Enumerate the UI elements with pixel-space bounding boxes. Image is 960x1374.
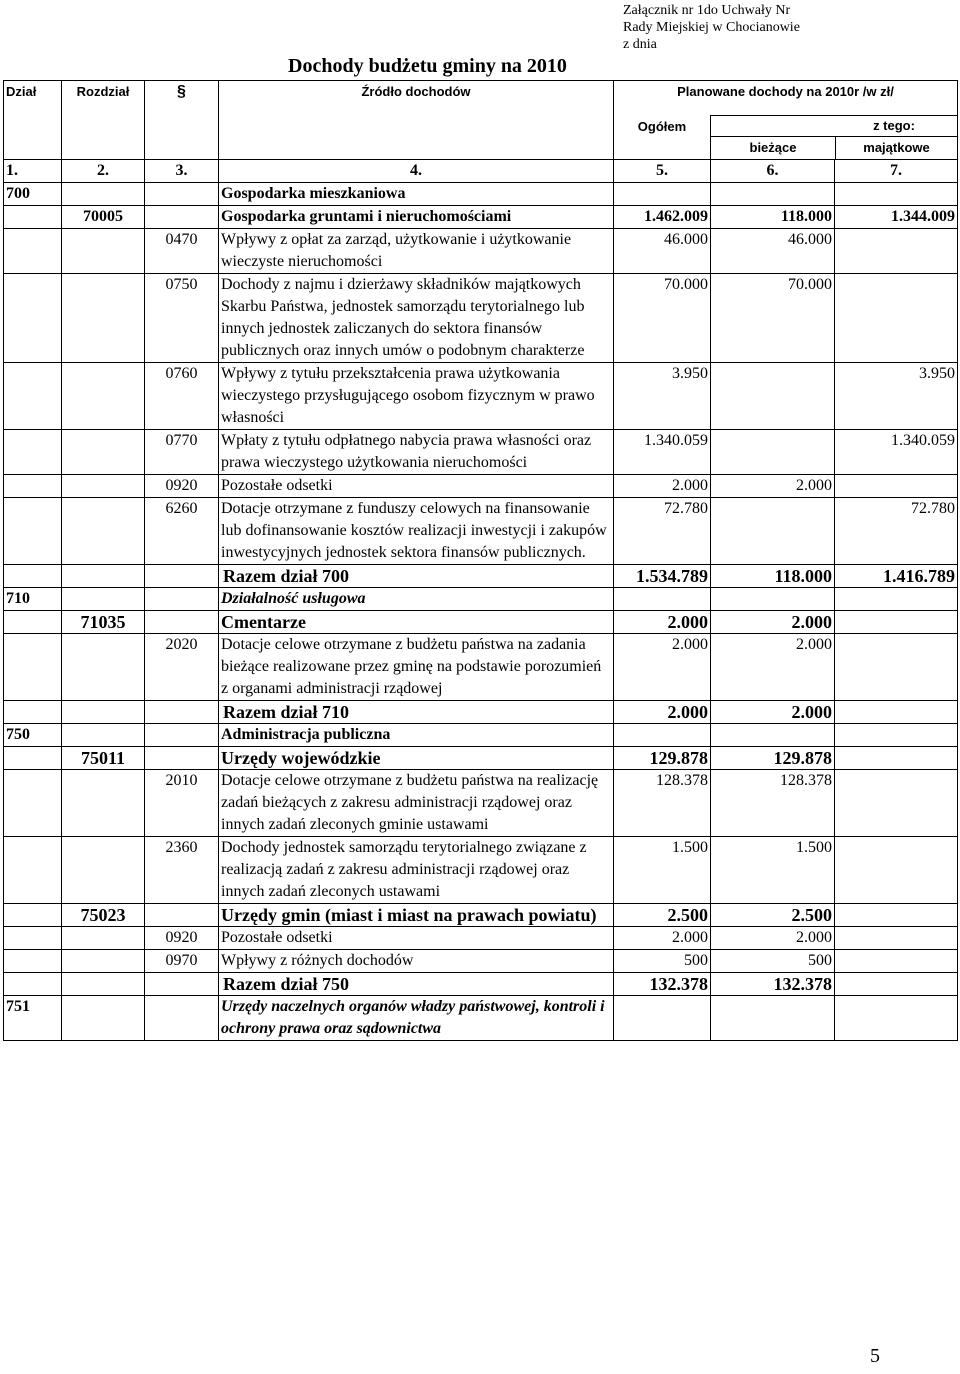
cell-description: Dotacje celowe otrzymane z budżetu państwa na realizację zadań bieżących z zakresu administracji rządowej oraz innych zadań zleconych gminie ustawami — [219, 770, 614, 837]
header-biezace: bieżące — [711, 137, 836, 159]
table-row — [4, 837, 958, 904]
cell-dzial: 710 — [4, 588, 62, 611]
table-row — [4, 565, 958, 588]
col-number: 6. — [711, 160, 835, 183]
header-split — [711, 116, 958, 160]
cell-ogolem: 3.950 — [614, 363, 711, 430]
cell-description: Dotacje celowe otrzymane z budżetu państwa na zadania bieżące realizowane przez gminę na podstawie porozumień z organami administracji rządowej — [219, 634, 614, 701]
cell-biezace — [711, 498, 835, 565]
cell-biezace: 46.000 — [711, 229, 835, 274]
cell-rozdzial — [62, 950, 145, 973]
cell-biezace: 2.000 — [711, 611, 835, 634]
cell-paragraph — [145, 724, 219, 747]
page-title: Dochody budżetu gminy na 2010 — [288, 55, 567, 77]
cell-biezace: 2.000 — [711, 475, 835, 498]
cell-paragraph: 0770 — [145, 430, 219, 475]
cell-ogolem: 128.378 — [614, 770, 711, 837]
cell-paragraph — [145, 206, 219, 229]
cell-dzial — [4, 229, 62, 274]
cell-paragraph: 2010 — [145, 770, 219, 837]
table-row — [4, 274, 958, 363]
revenue-table — [3, 80, 958, 1041]
cell-description: Dochody z najmu i dzierżawy składników majątkowych Skarbu Państwa, jednostek samorządu terytorialnego lub innych jednostek zaliczanych do sektora finansów publicznych oraz innych umów o podobnym charakterze — [219, 274, 614, 363]
col-number: 7. — [835, 160, 958, 183]
cell-ogolem — [614, 724, 711, 747]
cell-paragraph — [145, 565, 219, 588]
cell-rozdzial — [62, 724, 145, 747]
cell-majatkowe — [835, 996, 958, 1041]
cell-ogolem: 132.378 — [614, 973, 711, 996]
header-row — [4, 81, 958, 116]
header-majatkowe: majątkowe — [863, 140, 930, 155]
table-row — [4, 363, 958, 430]
cell-paragraph — [145, 611, 219, 634]
col-number: 2. — [62, 160, 145, 183]
cell-ogolem: 129.878 — [614, 747, 711, 770]
cell-rozdzial — [62, 363, 145, 430]
cell-biezace: 118.000 — [711, 565, 835, 588]
col-number: 5. — [614, 160, 711, 183]
table-row — [4, 588, 958, 611]
cell-majatkowe — [835, 950, 958, 973]
cell-biezace: 128.378 — [711, 770, 835, 837]
table-row — [4, 611, 958, 634]
cell-description: Dochody jednostek samorządu terytorialnego związane z realizacją zadań z zakresu administracji rządowej oraz innych zadań zleconych ustawami — [219, 837, 614, 904]
cell-dzial — [4, 475, 62, 498]
cell-rozdzial — [62, 634, 145, 701]
cell-biezace: 70.000 — [711, 274, 835, 363]
col-number: 4. — [219, 160, 614, 183]
cell-paragraph: 0760 — [145, 363, 219, 430]
cell-paragraph: 0920 — [145, 475, 219, 498]
table-row — [4, 927, 958, 950]
cell-paragraph — [145, 183, 219, 206]
cell-biezace: 500 — [711, 950, 835, 973]
cell-dzial — [4, 904, 62, 927]
cell-dzial — [4, 565, 62, 588]
cell-description: Pozostałe odsetki — [219, 927, 614, 950]
table-row — [4, 904, 958, 927]
col-number: 1. — [4, 160, 62, 183]
cell-dzial — [4, 973, 62, 996]
table-row — [4, 996, 958, 1041]
cell-ogolem: 1.500 — [614, 837, 711, 904]
cell-dzial: 751 — [4, 996, 62, 1041]
cell-rozdzial — [62, 274, 145, 363]
cell-paragraph — [145, 996, 219, 1041]
cell-ogolem — [614, 996, 711, 1041]
cell-paragraph: 0970 — [145, 950, 219, 973]
cell-ogolem: 2.000 — [614, 701, 711, 724]
cell-paragraph: 2360 — [145, 837, 219, 904]
cell-description: Urzędy wojewódzkie — [219, 747, 614, 770]
cell-majatkowe — [835, 475, 958, 498]
cell-dzial — [4, 770, 62, 837]
cell-dzial — [4, 950, 62, 973]
cell-majatkowe — [835, 973, 958, 996]
cell-majatkowe — [835, 724, 958, 747]
header-ogolem: Ogółem — [614, 116, 711, 160]
cell-dzial: 700 — [4, 183, 62, 206]
cell-majatkowe — [835, 701, 958, 724]
cell-ogolem: 2.000 — [614, 634, 711, 701]
cell-dzial — [4, 634, 62, 701]
cell-biezace — [711, 183, 835, 206]
cell-ogolem — [614, 183, 711, 206]
cell-dzial — [4, 701, 62, 724]
table-row — [4, 950, 958, 973]
cell-ogolem — [614, 588, 711, 611]
table-row — [4, 498, 958, 565]
cell-dzial — [4, 206, 62, 229]
attachment-note: Załącznik nr 1do Uchwały Nr Rady Miejskiej w Chocianowie z dnia — [623, 3, 800, 52]
cell-rozdzial — [62, 996, 145, 1041]
cell-description: Razem dział 700 — [219, 565, 614, 588]
header-planned: Planowane dochody na 2010r /w zł/ — [614, 81, 958, 116]
cell-biezace — [711, 724, 835, 747]
cell-biezace: 129.878 — [711, 747, 835, 770]
cell-biezace — [711, 430, 835, 475]
cell-biezace: 2.500 — [711, 904, 835, 927]
cell-majatkowe — [835, 837, 958, 904]
cell-majatkowe: 1.416.789 — [835, 565, 958, 588]
cell-rozdzial — [62, 565, 145, 588]
page-number: 5 — [870, 1345, 880, 1367]
cell-biezace: 1.500 — [711, 837, 835, 904]
cell-description: Wpływy z opłat za zarząd, użytkowanie i użytkowanie wieczyste nieruchomości — [219, 229, 614, 274]
cell-dzial — [4, 274, 62, 363]
cell-majatkowe — [835, 747, 958, 770]
table-row — [4, 724, 958, 747]
cell-rozdzial: 70005 — [62, 206, 145, 229]
col-number: 3. — [145, 160, 219, 183]
cell-paragraph: 0750 — [145, 274, 219, 363]
cell-paragraph: 2020 — [145, 634, 219, 701]
cell-majatkowe — [835, 611, 958, 634]
cell-rozdzial — [62, 701, 145, 724]
cell-description: Urzędy gmin (miast i miast na prawach powiatu) — [219, 904, 614, 927]
column-number-row — [4, 160, 958, 183]
cell-biezace: 2.000 — [711, 701, 835, 724]
cell-description: Administracja publiczna — [219, 724, 614, 747]
cell-rozdzial — [62, 183, 145, 206]
cell-rozdzial — [62, 475, 145, 498]
cell-rozdzial — [62, 588, 145, 611]
cell-description: Urzędy naczelnych organów władzy państwowej, kontroli i ochrony prawa oraz sądownictwa — [219, 996, 614, 1041]
cell-ogolem: 72.780 — [614, 498, 711, 565]
cell-description: Cmentarze — [219, 611, 614, 634]
header-rozdzial: Rozdział — [62, 81, 145, 160]
cell-biezace — [711, 588, 835, 611]
table-row — [4, 973, 958, 996]
cell-majatkowe: 3.950 — [835, 363, 958, 430]
cell-ogolem: 2.000 — [614, 611, 711, 634]
cell-biezace: 2.000 — [711, 927, 835, 950]
cell-rozdzial — [62, 498, 145, 565]
header-z-tego: z tego: — [711, 116, 957, 137]
cell-biezace: 132.378 — [711, 973, 835, 996]
header-dzial: Dział — [4, 81, 62, 160]
cell-rozdzial — [62, 770, 145, 837]
table-row — [4, 701, 958, 724]
cell-majatkowe: 72.780 — [835, 498, 958, 565]
cell-paragraph — [145, 747, 219, 770]
cell-majatkowe — [835, 904, 958, 927]
cell-ogolem: 2.000 — [614, 475, 711, 498]
cell-description: Razem dział 750 — [219, 973, 614, 996]
cell-paragraph — [145, 973, 219, 996]
cell-majatkowe — [835, 927, 958, 950]
cell-dzial — [4, 747, 62, 770]
cell-description: Gospodarka gruntami i nieruchomościami — [219, 206, 614, 229]
cell-rozdzial — [62, 430, 145, 475]
cell-ogolem: 1.534.789 — [614, 565, 711, 588]
table-row — [4, 770, 958, 837]
table-row — [4, 206, 958, 229]
table-row — [4, 634, 958, 701]
cell-dzial — [4, 837, 62, 904]
cell-ogolem: 70.000 — [614, 274, 711, 363]
cell-ogolem: 46.000 — [614, 229, 711, 274]
cell-rozdzial — [62, 837, 145, 904]
table-row — [4, 430, 958, 475]
cell-rozdzial — [62, 229, 145, 274]
cell-paragraph — [145, 588, 219, 611]
cell-majatkowe — [835, 274, 958, 363]
cell-rozdzial: 75011 — [62, 747, 145, 770]
header-source: Źródło dochodów — [219, 81, 614, 160]
cell-rozdzial: 71035 — [62, 611, 145, 634]
cell-description: Wpływy z tytułu przekształcenia prawa użytkowania wieczystego przysługującego osobom fizycznym w prawo własności — [219, 363, 614, 430]
cell-description: Razem dział 710 — [219, 701, 614, 724]
cell-ogolem: 2.000 — [614, 927, 711, 950]
header-paragraph: § — [145, 81, 219, 160]
cell-paragraph — [145, 701, 219, 724]
cell-majatkowe — [835, 770, 958, 837]
cell-dzial — [4, 611, 62, 634]
cell-paragraph: 0920 — [145, 927, 219, 950]
cell-paragraph: 6260 — [145, 498, 219, 565]
cell-description: Pozostałe odsetki — [219, 475, 614, 498]
table-row — [4, 747, 958, 770]
cell-majatkowe — [835, 588, 958, 611]
cell-majatkowe — [835, 634, 958, 701]
cell-description: Dotacje otrzymane z funduszy celowych na finansowanie lub dofinansowanie kosztów realizacji inwestycji i zakupów inwestycyjnych jednostek sektora finansów publicznych. — [219, 498, 614, 565]
cell-description: Wpłaty z tytułu odpłatnego nabycia prawa własności oraz prawa wieczystego użytkowania nieruchomości — [219, 430, 614, 475]
cell-biezace — [711, 996, 835, 1041]
cell-ogolem: 1.462.009 — [614, 206, 711, 229]
cell-dzial — [4, 430, 62, 475]
cell-ogolem: 1.340.059 — [614, 430, 711, 475]
cell-rozdzial — [62, 973, 145, 996]
cell-rozdzial — [62, 927, 145, 950]
cell-biezace: 2.000 — [711, 634, 835, 701]
cell-dzial — [4, 363, 62, 430]
cell-biezace — [711, 363, 835, 430]
cell-majatkowe: 1.344.009 — [835, 206, 958, 229]
cell-majatkowe: 1.340.059 — [835, 430, 958, 475]
cell-rozdzial: 75023 — [62, 904, 145, 927]
cell-description: Gospodarka mieszkaniowa — [219, 183, 614, 206]
cell-dzial: 750 — [4, 724, 62, 747]
cell-majatkowe — [835, 183, 958, 206]
cell-dzial — [4, 927, 62, 950]
table-row — [4, 183, 958, 206]
cell-majatkowe — [835, 229, 958, 274]
cell-ogolem: 500 — [614, 950, 711, 973]
cell-biezace: 118.000 — [711, 206, 835, 229]
cell-dzial — [4, 498, 62, 565]
cell-paragraph — [145, 904, 219, 927]
cell-paragraph: 0470 — [145, 229, 219, 274]
cell-ogolem: 2.500 — [614, 904, 711, 927]
cell-description: Działalność usługowa — [219, 588, 614, 611]
cell-description: Wpływy z różnych dochodów — [219, 950, 614, 973]
table-row — [4, 475, 958, 498]
table-row — [4, 229, 958, 274]
